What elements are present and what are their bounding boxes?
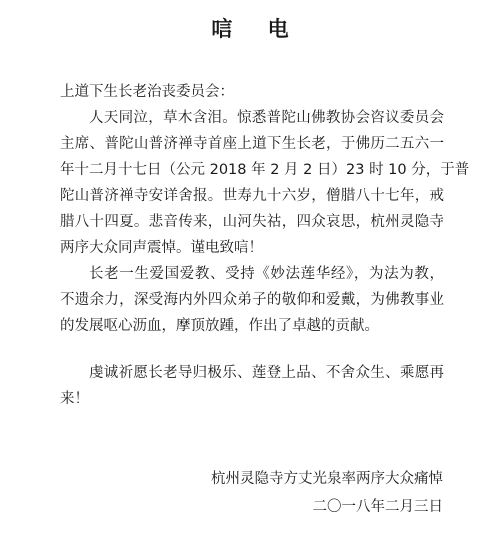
paragraph-line: 腊八十四夏。悲音传来，山河失祜，四众哀思，杭州灵隐寺 bbox=[60, 214, 444, 230]
paragraph-2 bbox=[60, 261, 444, 339]
salutation: 上道下生长老治丧委员会： bbox=[60, 84, 234, 100]
paragraph-3 bbox=[60, 360, 444, 412]
signature: 杭州灵隐寺方丈光泉率两序大众痛悼 bbox=[211, 471, 443, 487]
paragraph-line: 不遗余力，深受海内外四众弟子的敬仰和爱戴，为佛教事业 bbox=[60, 292, 444, 308]
date: 二〇一八年二月三日 bbox=[312, 499, 443, 515]
paragraph-line: 的发展呕心沥血，摩顶放踵，作出了卓越的贡献。 bbox=[60, 318, 379, 334]
paragraph-1 bbox=[60, 105, 470, 261]
paragraph-line: 两序大众同声震悼。谨电致唁！ bbox=[60, 240, 263, 256]
document-title: 唁 电 bbox=[211, 17, 303, 41]
paragraph-line: 年十二月十七日（公元 2018 年 2 月 2 日）23 时 10 分，于普 bbox=[60, 162, 470, 178]
paragraph-line: 陀山普济禅寺安详舍报。世寿九十六岁，僧腊八十七年，戒 bbox=[60, 188, 444, 204]
paragraph-line: 来！ bbox=[60, 391, 89, 407]
paragraph-line: 长老一生爱国爱教、受持《妙法莲华经》，为法为教， bbox=[89, 266, 444, 282]
paragraph-line: 虔诚祈愿长老导归极乐、莲登上品、不舍众生、乘愿再 bbox=[89, 365, 444, 381]
paragraph-line: 人天同泣，草木含泪。惊悉普陀山佛教协会咨议委员会 bbox=[89, 110, 444, 126]
paragraph-line: 主席、普陀山普济禅寺首座上道下生长老，于佛历二五六一 bbox=[60, 136, 444, 152]
